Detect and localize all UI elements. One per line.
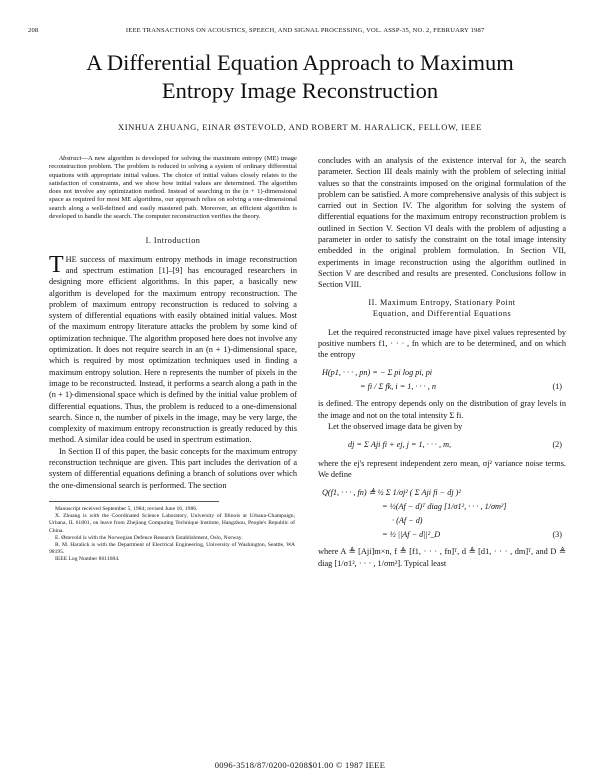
left-column — [49, 155, 297, 564]
footnotes — [49, 501, 295, 564]
drop-cap: T — [49, 251, 64, 278]
right-paragraph-4: Let the observed image data be given by — [328, 422, 463, 432]
paper-title — [0, 49, 600, 105]
running-header — [28, 27, 572, 34]
authors: XINHUA ZHUANG, EINAR ØSTEVOLD, AND ROBERT M. HARALICK, FELLOW, IEEE — [117, 122, 483, 132]
section-heading-introduction: I. Introduction — [145, 236, 201, 246]
footnote-ieee-log: IEEE Log Number 8611684. — [55, 556, 120, 563]
intro-paragraph-1: THE success of maximum entropy methods in image reconstruction and spectrum estimation [1]–[9] has encouraged researchers in designing more efficient algorithms. In this paper, a basically new algorithm is developed for the maximum entropy reconstruction. The problem of maximum entropy reconstruction is reduced to solving a system of differential equations with easily obtained initial values. Most of the maximum entropy literature attacks the problem by some kind of optimization technique. The algorithm proposed here does not involve any optimization. It does not require search in an (n + 1)-dimensional space, which is required by most optimization techniques used in finding a maximum entropy solution. Here n represents the number of pixels in the image to be reconstructed. Instead, it performs a search along a path in the (n + 1)-dimensional space which is defined by the initial value problem of differential equations. Thus, the problem is reduced to a one-dimensional search. Since n, the number of pixels in the image, may be very large, the complexity of maximum entropy reconstruction is greatly reduced by this method. A similar idea could be used in spectrum estimation. — [49, 251, 297, 445]
right-paragraph-3: is defined. The entropy depends only on the distribution of gray levels in the image and not on the total intensity Σ fi. — [318, 399, 566, 420]
section-heading-2: II. Maximum Entropy, Stationary Point Equation, and Differential Equations — [368, 297, 516, 318]
copyright-code: 0096-3518/87/0200-0208$01.00 © 1987 IEEE — [214, 760, 386, 770]
equation-number-2: (2) — [552, 440, 562, 450]
footnote-zhuang: X. Zhuang is with the Coordinated Science Laboratory, University of Illinois at Urbana-Champaign, Urbana, IL 61801, on leave from Zhejiang Computing Technique Institute, Hangzhou, People's Republic of China. — [49, 513, 295, 534]
abstract — [49, 155, 297, 221]
title-line-2: Entropy Image Reconstruction — [161, 78, 439, 103]
footnote-haralick: R. M. Haralick is with the Department of Electrical Engineering, University of Washington, Seattle, WA 98195. — [49, 541, 295, 556]
title-line-1: A Differential Equation Approach to Maximum — [86, 50, 514, 75]
equation-1: H(p1, · · · , pn) = − Σ pi log pi, pi = fi / Σ fk, i = 1, · · · , n (1) — [322, 366, 566, 394]
equation-number-1: (1) — [552, 382, 562, 392]
right-paragraph-5: where the ej's represent independent zero mean, σj² variance noise terms. We define — [318, 458, 566, 479]
abstract-text: —A new algorithm is developed for solving the maximum entropy (ME) image reconstruction problem. The problem is reduced to solving a system of ordinary differential equations with appropriate initial values. The choice of initial values closely relates to the satisfaction of constraints, and we show how initial values are determined. The algorithm does not involve any optimization method. Instead of searching in the (n + 1)-dimensional space as required for most ME algorithms, our approach relies on solving a one-dimensional search along a well-defined and easily mastered path. Moreover, an efficient algorithm is developed to handle the search. The computer reconstruction verifies the theory. — [49, 155, 297, 221]
footnote-manuscript: Manuscript received September 5, 1984; revised June 16, 1986. — [55, 505, 198, 512]
page-number: 208 — [28, 27, 39, 34]
footnote-ostevold: E. Østevold is with the Norwegian Defence Research Establishment, Oslo, Norway. — [55, 534, 243, 541]
right-paragraph-1: concludes with an analysis of the existence interval for λ, the search parameter. Section III deals mainly with the problem of selecting initial values so that the constraints imposed on the original formulation of the problem can be satisfied. A more comprehensive analysis of this subject is carried out in Section IV. The algorithm for solving the system of differential equations for the maximum entropy reconstruction problem is outlined in Section V. Section VI deals with the problem of adjusting a parameter in order to satisfy the constraint on the total image intensity embedded in the original problem formulation. In Section VII, experiments in image reconstruction using the algorithm outlined in Section V are described and results are presented. Conclusions follow in Section VIII. — [318, 156, 566, 290]
right-column — [318, 155, 566, 569]
journal-header: IEEE TRANSACTIONS ON ACOUSTICS, SPEECH, AND SIGNAL PROCESSING, VOL. ASSP-35, NO. 2, FEBRUARY 1987 — [125, 27, 485, 34]
right-paragraph-6: where A ≜ [Aji]m×n, f ≜ [f1, · · · , fn]ᵀ, d ≜ [d1, · · · , dm]ᵀ, and D ≜ diag [1/σ1², · · · , 1/σm²]. Typical least — [318, 547, 566, 568]
equation-3: Q(f1, · · · , fn) ≜ ½ Σ 1/σj² ( Σ Aji fi − dj )² = ½(Af − d)ᵀ diag [1/σ1², · · · , 1/σm²] · (Af − d) = ½ ||Af − d||²_D (3) — [322, 486, 566, 542]
equation-2: dj = Σ Aji fi + ej, j = 1, · · · , m, (2) — [348, 440, 562, 450]
intro-paragraph-2: In Section II of this paper, the basic concepts for the maximum entropy reconstruction technique are given. This part includes the derivation of a system of differential equations defining a branch of solutions over which the one-dimensional search is performed. The section — [49, 446, 297, 490]
equation-number-3: (3) — [552, 530, 562, 540]
right-paragraph-2: Let the required reconstructed image have pixel values represented by positive numbers f1, · · · , fn which are to be determined, and on which the entropy — [318, 327, 566, 360]
abstract-label: Abstract — [59, 155, 82, 162]
